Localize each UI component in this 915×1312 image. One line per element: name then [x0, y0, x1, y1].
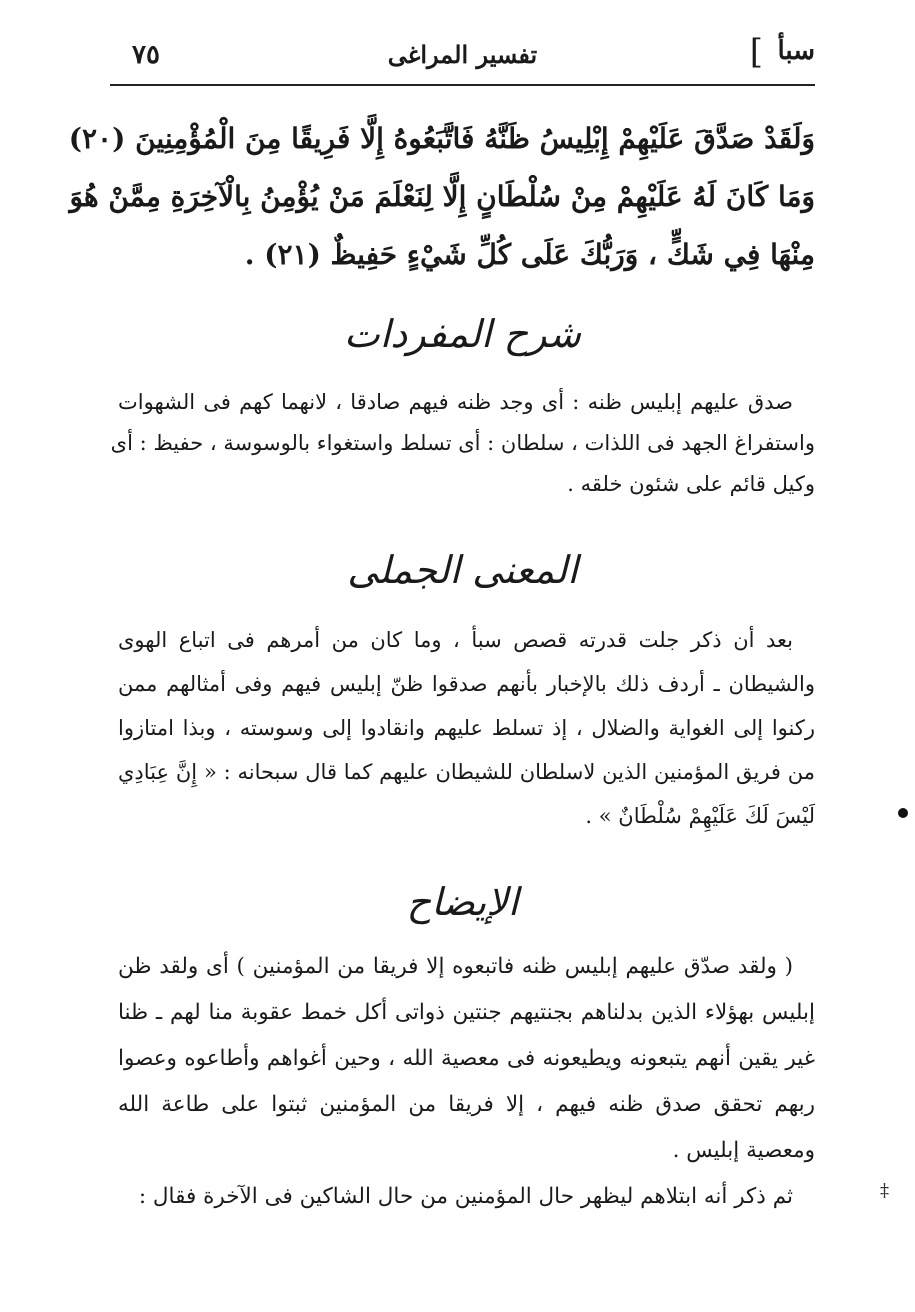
surah-name: سبأ [777, 36, 815, 66]
glossary-line: واستفراغ الجهد فى اللذات ، سلطان : أى تسلط واستغواء بالوسوسة ، حفيظ : أى [110, 431, 815, 455]
summary-block [118, 618, 815, 838]
page-header [110, 34, 815, 78]
summary-line: بعد أن ذكر جلت قدرته قصص سبأ ، وما كان من أمرهم فى اتباع الهوى [118, 628, 793, 652]
verse-line: وَلَقَدْ صَدَّقَ عَلَيْهِمْ إِبْلِيسُ ظَنَّهُ فَاتَّبَعُوهُ إِلَّا فَرِيقًا مِنَ الْمُؤْمِنِينَ (٢٠) [68, 122, 815, 155]
summary-line: لَيْسَ لَكَ عَلَيْهِمْ سُلْطَانٌ » . [585, 804, 815, 828]
explanation-line: ثم ذكر أنه ابتلاهم ليظهر حال المؤمنين من حال الشاكين فى الآخرة فقال : [138, 1184, 793, 1209]
verse-line: مِنْهَا فِي شَكٍّ ، وَرَبُّكَ عَلَى كُلِّ شَيْءٍ حَفِيظٌ (٢١) . [244, 238, 815, 271]
page-number: ٧٥ [132, 40, 160, 70]
glossary-block [110, 382, 815, 505]
explanation-block [118, 944, 815, 1220]
summary-line: من فريق المؤمنين الذين لاسلطان للشيطان عليهم كما قال سبحانه : « إِنَّ عِبَادِي [118, 760, 815, 784]
glossary-line: وكيل قائم على شئون خلقه . [567, 472, 815, 496]
header-divider [110, 84, 815, 86]
header-bracket-glyph: ] [749, 32, 763, 72]
summary-line: ركنوا إلى الغواية والضلال ، إذ تسلط عليهم وانقادوا إلى وسوسته ، وبذا امتازوا [118, 716, 815, 740]
explanation-line: ( ولقد صدّق عليهم إبليس ظنه فاتبعوه إلا فريقا من المؤمنين ) أى ولقد ظن [118, 954, 793, 979]
glossary-line: صدق عليهم إبليس ظنه : أى وجد ظنه فيهم صادقا ، لانهما كهم فى الشهوات [118, 390, 793, 414]
explanation-line: غير يقين أنهم يتبعونه ويطيعونه فى معصية الله ، وحين أغواهم وأطاعوه وعصوا [118, 1046, 815, 1071]
margin-ink-dot [898, 808, 908, 818]
summary-heading: المعنى الجملى [347, 548, 578, 592]
margin-ink-mark: ‡ [880, 1180, 889, 1201]
explanation-line: إبليس بهؤلاء الذين بدلناهم بجنتيهم جنتين ذواتى أكل خمط عقوبة منا لهم ـ ظنا [118, 1000, 815, 1025]
explanation-heading: الإيضاح [406, 880, 519, 924]
explanation-line: ومعصية إبليس . [672, 1138, 815, 1163]
summary-line: والشيطان ـ أردف ذلك بالإخبار بأنهم صدقوا ظنّ إبليس فيهم وفى أمثالهم ممن [118, 672, 815, 696]
explanation-line: ربهم تحقق صدق ظنه فيهم ، إلا فريقا من المؤمنين ثبتوا على طاعة الله [118, 1092, 815, 1117]
verse-line: وَمَا كَانَ لَهُ عَلَيْهِمْ مِنْ سُلْطَانٍ إِلَّا لِنَعْلَمَ مَنْ يُؤْمِنُ بِالْآخِرَةِ مِمَّنْ هُوَ [69, 180, 815, 213]
book-title: تفسير المراغى [387, 40, 538, 69]
verses-block [68, 110, 815, 284]
glossary-heading: شرح المفردات [344, 312, 581, 356]
